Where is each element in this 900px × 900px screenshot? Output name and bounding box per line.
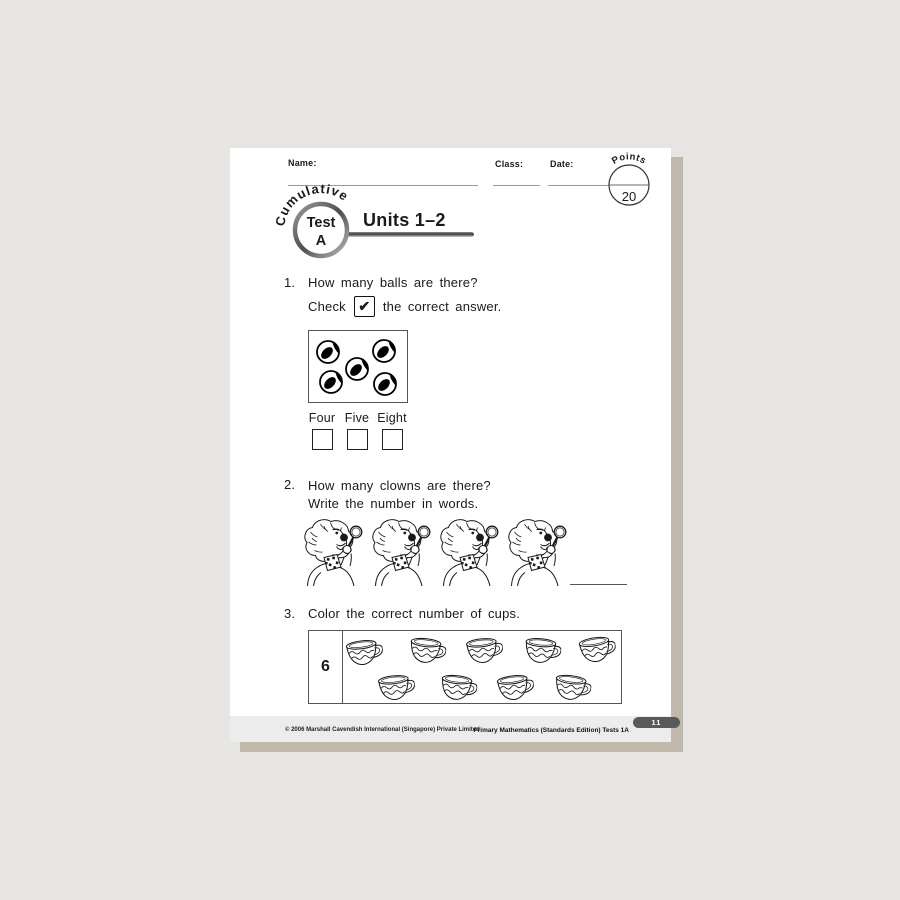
q2-prompt	[308, 477, 491, 513]
badge-arc-label: Cumulative	[272, 181, 352, 228]
cup[interactable]	[549, 671, 592, 706]
check-suffix: the correct answer.	[382, 299, 502, 314]
clowns-answer-line[interactable]	[570, 584, 627, 585]
class-label: Class:	[495, 159, 524, 169]
cups-table	[308, 630, 622, 704]
option-label: Five	[344, 411, 370, 425]
cup[interactable]	[520, 634, 562, 667]
check-prefix: Check	[308, 299, 346, 314]
q1-check-instruction	[308, 296, 502, 317]
beach-ball-illustration	[372, 371, 398, 397]
cup[interactable]	[405, 634, 448, 668]
clowns-row	[300, 518, 646, 586]
book-title: Primary Mathematics (Standards Edition) Tests 1A	[473, 727, 629, 734]
target-number: 6	[309, 631, 343, 703]
q2-prompt-line1: How many clowns are there?	[308, 478, 491, 493]
option-eight	[377, 411, 407, 450]
checkmark-icon: ✔	[358, 298, 371, 314]
page-shadow-right	[671, 157, 683, 752]
copyright-text: © 2006 Marshall Cavendish International (Singapore) Private Limited	[285, 727, 480, 733]
option-checkbox-eight[interactable]	[382, 429, 403, 450]
q1-number: 1.	[284, 275, 296, 290]
option-checkbox-five[interactable]	[347, 429, 368, 450]
beach-ball-illustration	[318, 369, 344, 395]
points-value: 20	[621, 189, 637, 204]
class-input-line[interactable]	[493, 185, 540, 186]
unit-title: Units 1–2	[363, 210, 446, 230]
option-five	[342, 411, 372, 450]
cup[interactable]	[341, 636, 384, 671]
q3-prompt: Color the correct number of cups.	[308, 606, 521, 621]
badge-test-letter: A	[315, 233, 327, 249]
beach-ball-illustration	[315, 339, 341, 365]
option-label: Four	[308, 411, 336, 425]
clown-illustration	[368, 518, 434, 586]
answer-options	[307, 411, 407, 450]
footer	[230, 716, 671, 742]
option-four	[307, 411, 337, 450]
cup[interactable]	[436, 671, 479, 705]
beach-ball-illustration	[344, 356, 370, 382]
cups-area	[343, 631, 621, 703]
date-input-line[interactable]	[548, 185, 609, 186]
page-number-badge: 11	[633, 717, 680, 728]
q3-number: 3.	[284, 606, 296, 621]
points-badge	[601, 151, 657, 211]
date-label: Date:	[550, 159, 574, 169]
beach-ball-illustration	[371, 338, 397, 364]
cup[interactable]	[492, 671, 535, 706]
page-shadow-bottom	[240, 742, 683, 752]
cup[interactable]	[574, 632, 618, 668]
badge-test-label: Test	[306, 215, 336, 231]
clown-illustration	[300, 518, 366, 586]
option-checkbox-four[interactable]	[312, 429, 333, 450]
worksheet-page	[230, 148, 671, 742]
points-label: Points	[610, 151, 649, 167]
q2-number: 2.	[284, 477, 296, 492]
sample-checkbox	[354, 296, 375, 317]
option-label: Eight	[377, 411, 407, 425]
balls-box	[308, 330, 408, 403]
cup[interactable]	[374, 671, 417, 705]
name-label: Name:	[288, 158, 317, 168]
clown-illustration	[504, 518, 570, 586]
cumulative-test-badge	[254, 176, 389, 281]
q1-prompt: How many balls are there?	[308, 275, 478, 290]
q2-prompt-line2: Write the number in words.	[308, 496, 479, 511]
cup[interactable]	[462, 634, 505, 668]
clown-illustration	[436, 518, 502, 586]
